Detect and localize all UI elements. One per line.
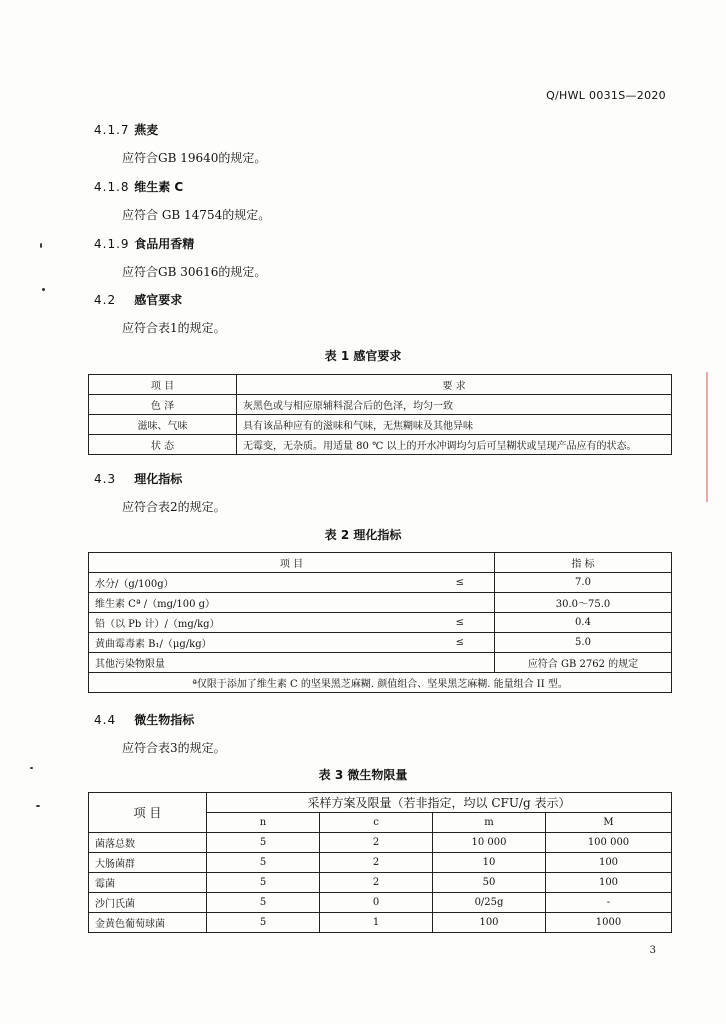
table-header-cell: 指 标 <box>494 553 671 573</box>
table-cell: 2 <box>320 873 433 893</box>
table-header-cell: 要 求 <box>237 375 672 395</box>
table-header-cell: c <box>320 813 433 833</box>
section-text-4-1-9: 应符合GB 30616的规定。 <box>122 265 267 279</box>
table-cell: ≤ <box>428 633 495 653</box>
scan-speck <box>42 288 45 291</box>
table-cell: 50 <box>433 873 546 893</box>
table-row <box>89 415 672 435</box>
table-cell: 100 000 <box>546 833 672 853</box>
section-heading-4-4: 4.4 微生物指标 <box>94 713 195 727</box>
table-cell: 无霉变，无杂质。用适量 80 ℃ 以上的开水冲调均匀后可呈糊状或呈现产品应有的状态。 <box>237 435 672 455</box>
table-cell: 沙门氏菌 <box>89 893 207 913</box>
table-cell: 0 <box>320 893 433 913</box>
section-heading-4-3: 4.3 理化指标 <box>94 472 183 486</box>
table-cell: 应符合 GB 2762 的规定 <box>494 653 671 673</box>
section-heading-4-1-7: 4.1.7 燕麦 <box>94 123 159 137</box>
table-cell: ≤ <box>428 613 495 633</box>
table-cell <box>428 653 495 673</box>
table-cell: 7.0 <box>494 573 671 593</box>
table-footnote: ª仅限于添加了维生素 C 的坚果黑芝麻糊. 颜值组合、坚果黑芝麻糊. 能量组合 II 型。 <box>89 673 672 693</box>
table-cell: 维生素 Cª /（mg/100 g） <box>89 593 428 613</box>
page-number: 3 <box>649 945 656 956</box>
section-text-4-2: 应符合表1的规定。 <box>122 321 226 335</box>
table-cell: 菌落总数 <box>89 833 207 853</box>
table-cell: 100 <box>433 913 546 933</box>
table-footnote-row <box>89 673 672 693</box>
section-heading-4-1-8: 4.1.8 维生素 C <box>94 180 184 194</box>
table-cell: - <box>546 893 672 913</box>
table-row <box>89 833 672 853</box>
table-cell: 水分/（g/100g） <box>89 573 428 593</box>
table2-caption: 表 2 理化指标 <box>324 528 402 542</box>
table-cell: 5 <box>207 873 320 893</box>
seal-stamp-edge <box>706 372 726 502</box>
table-cell: 铅（以 Pb 计）/（mg/kg） <box>89 613 428 633</box>
table-header-cell: 项 目 <box>89 793 207 833</box>
table-header-cell: M <box>546 813 672 833</box>
table-row <box>89 395 672 415</box>
table-row <box>89 593 672 613</box>
table-cell: 2 <box>320 833 433 853</box>
table-cell: 金黄色葡萄球菌 <box>89 913 207 933</box>
section-text-4-3: 应符合表2的规定。 <box>122 500 226 514</box>
table-header-group: 采样方案及限量（若非指定，均以 CFU/g 表示） <box>207 793 672 813</box>
microbiological-table <box>88 792 672 933</box>
table-row <box>89 893 672 913</box>
table-header-cell: 项 目 <box>89 553 495 573</box>
table-cell: 30.0～75.0 <box>494 593 671 613</box>
document-code: Q/HWL 0031S—2020 <box>546 89 666 102</box>
table-cell: 滋味、气味 <box>89 415 237 435</box>
section-text-4-4: 应符合表3的规定。 <box>122 741 226 755</box>
table-cell: 霉菌 <box>89 873 207 893</box>
table-cell: 5 <box>207 853 320 873</box>
table-cell: 10 <box>433 853 546 873</box>
table-cell: 具有该品种应有的滋味和气味，无焦糊味及其他异味 <box>237 415 672 435</box>
section-heading-4-2: 4.2 感官要求 <box>94 293 183 307</box>
table-row <box>89 853 672 873</box>
table-row <box>89 613 672 633</box>
table-cell: 色 泽 <box>89 395 237 415</box>
scan-speck <box>40 243 42 248</box>
table-row <box>89 873 672 893</box>
table-cell: 5 <box>207 833 320 853</box>
table-cell: 灰黑色或与相应原辅料混合后的色泽，均匀一致 <box>237 395 672 415</box>
section-text-4-1-8: 应符合 GB 14754的规定。 <box>122 208 271 222</box>
table-header-cell: m <box>433 813 546 833</box>
table-row <box>89 653 672 673</box>
table-cell: 5 <box>207 893 320 913</box>
table-header-row <box>89 375 672 395</box>
table-cell <box>428 593 495 613</box>
table-header-cell: 项 目 <box>89 375 237 395</box>
table-row <box>89 573 672 593</box>
table1-caption: 表 1 感官要求 <box>324 349 402 363</box>
table-cell: 5 <box>207 913 320 933</box>
table-cell: 1 <box>320 913 433 933</box>
table-cell: 大肠菌群 <box>89 853 207 873</box>
table-cell: 0/25g <box>433 893 546 913</box>
table-cell: 100 <box>546 853 672 873</box>
table-cell: 5.0 <box>494 633 671 653</box>
table-cell: 其他污染物限量 <box>89 653 428 673</box>
table-row <box>89 633 672 653</box>
table-cell: 100 <box>546 873 672 893</box>
table-cell: 状 态 <box>89 435 237 455</box>
table-cell: 10 000 <box>433 833 546 853</box>
physicochemical-table <box>88 552 672 693</box>
table-cell: 2 <box>320 853 433 873</box>
section-text-4-1-7: 应符合GB 19640的规定。 <box>122 151 267 165</box>
table-row <box>89 913 672 933</box>
table-header-row <box>89 793 672 813</box>
table-header-cell: n <box>207 813 320 833</box>
table-cell: ≤ <box>428 573 495 593</box>
table-cell: 黄曲霉毒素 B₁/（μg/kg） <box>89 633 428 653</box>
scan-speck <box>30 767 33 769</box>
table-cell: 0.4 <box>494 613 671 633</box>
sensory-table <box>88 374 672 455</box>
scan-speck <box>36 805 40 807</box>
table3-caption: 表 3 微生物限量 <box>318 768 408 782</box>
table-cell: 1000 <box>546 913 672 933</box>
table-row <box>89 435 672 455</box>
section-heading-4-1-9: 4.1.9 食品用香精 <box>94 237 195 251</box>
table-header-row <box>89 553 672 573</box>
